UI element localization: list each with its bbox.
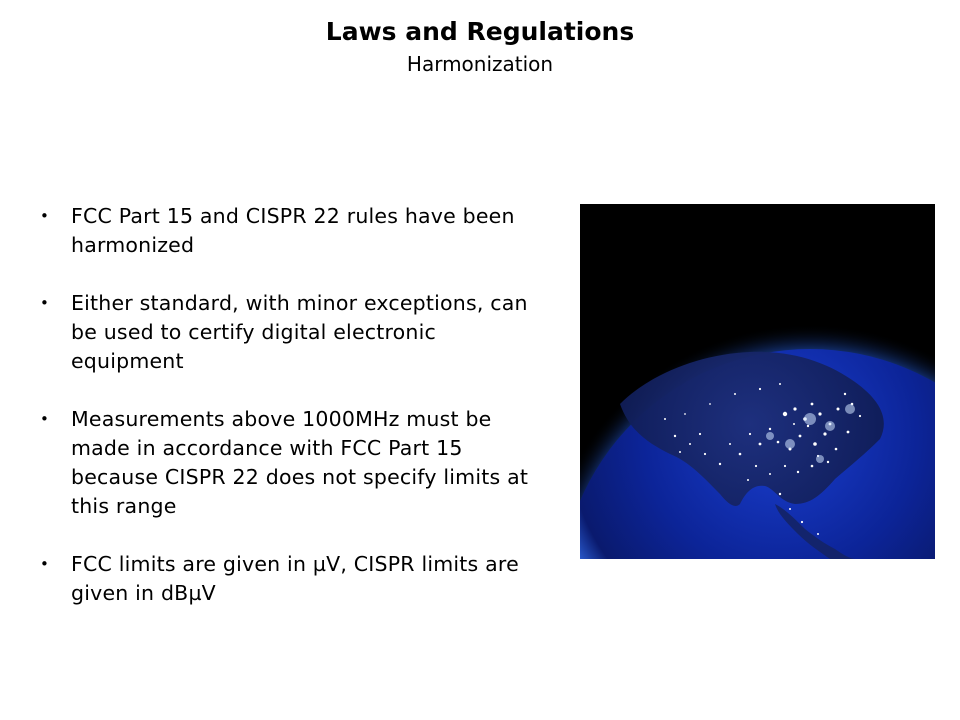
bullet-item — [40, 289, 545, 376]
bullet-item — [40, 202, 545, 260]
bullet-text: FCC limits are given in µV, CISPR limits are given in dBµV — [71, 552, 519, 605]
slide-subtitle: Harmonization — [406, 52, 554, 76]
earth-image — [580, 204, 935, 559]
earth-at-night-illustration — [580, 204, 935, 559]
bullet-text: FCC Part 15 and CISPR 22 rules have been harmonized — [71, 204, 515, 257]
bullet-dot: • — [40, 555, 50, 573]
bullet-dot: • — [40, 410, 50, 428]
bullet-dot: • — [40, 207, 50, 225]
slide-title: Laws and Regulations — [325, 17, 635, 46]
bullet-text: Either standard, with minor exceptions, can be used to certify digital electronic equipment — [71, 291, 528, 373]
bullet-item — [40, 405, 545, 521]
bullet-item — [40, 550, 545, 608]
bullet-list — [40, 202, 545, 637]
bullet-dot: • — [40, 294, 50, 312]
bullet-text: Measurements above 1000MHz must be made in accordance with FCC Part 15 because CISPR 22 does not specify limits at this range — [71, 407, 529, 518]
